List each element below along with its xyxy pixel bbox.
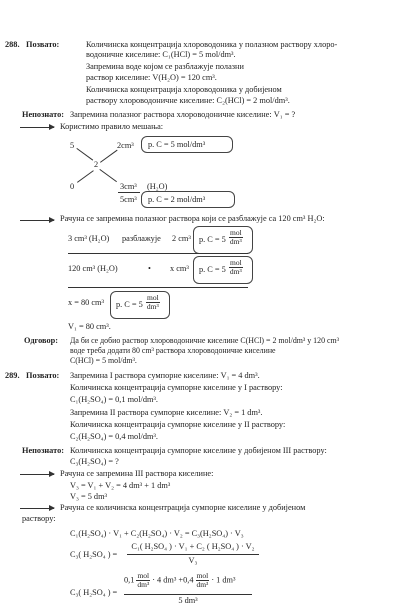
given-line: C₂(H₂SO₄) = 0,4 mol/dm³.	[70, 432, 158, 441]
equation-numerator: C₁( H₂SO₄ ) · V₁ + C₂ ( H₂SO₄ ) · V₂	[131, 542, 255, 551]
given-line: Запремина II раствора сумпорне киселине: V₂ = 1 dm³.	[70, 408, 263, 417]
given-line: Запремина воде којом се разблажује полазни	[86, 62, 244, 71]
equation-left: C₃( H₂SO₄ ) =	[70, 588, 118, 597]
sum-line	[118, 192, 140, 193]
cross-line	[76, 148, 93, 161]
problem-number: 289.	[5, 371, 20, 380]
given-line: раствор киселине: V(H₂O) = 120 cm³.	[86, 73, 217, 82]
equation-denominator: 5 dm³	[178, 596, 198, 605]
cross-sum: 5cm³	[120, 195, 137, 204]
condition-box: p. C = 5 $\frac{\text{mol}}{\text{dm³}}$	[110, 291, 170, 319]
condition-text: p. C = 2 mol/dm³	[148, 195, 206, 204]
prop-left: 3 cm³ (H₂O)	[68, 234, 110, 243]
fraction-line	[124, 594, 252, 595]
cross-center: 2	[94, 160, 99, 169]
cross-bottom-note: (H₂O)	[147, 182, 168, 191]
equation-numerator: 0,1 $\frac{\text{mol}}{\text{dm³}}$ · 4 dm³ +0,4 $\frac{\text{mol}}{\text{dm³}}$ · 1 dm³	[124, 571, 236, 589]
answer-line: Да би се добио раствор хлороводоничне киселине C(HCl) = 2 mol/dm³ у 120 cm³	[70, 336, 339, 345]
prop-result: x = 80 cm³	[68, 298, 104, 307]
given-label: Позвато:	[26, 371, 60, 380]
separator-line	[68, 287, 248, 288]
given-line: Количинска концентрација сумпорне киселине у II раствору:	[70, 420, 286, 429]
arrow-icon	[20, 220, 54, 221]
answer-label: Одговор:	[24, 336, 58, 345]
arrow-icon	[20, 127, 54, 128]
condition-box	[141, 136, 233, 153]
cross-top-left: 5	[70, 141, 75, 150]
cross-line	[77, 170, 94, 183]
fraction-line	[127, 554, 259, 555]
prop-right: 2 cm³	[172, 234, 191, 243]
given-line: C₁(H₂SO₄) = 0,1 mol/dm³.	[70, 395, 158, 404]
separator-line	[68, 253, 248, 254]
step-text: Рачуна се запремина III раствора киселине:	[60, 469, 214, 478]
given-line: Количинска концентрација сумпорне киселине у I раствору:	[70, 383, 283, 392]
problem-number: 288.	[5, 40, 20, 49]
given-line: водоничне киселине: C₁(HCl) = 5 mol/dm³.	[86, 50, 236, 59]
unknown-text: Количинска концентрација сумпорне киселине у добијеном III раствору:	[70, 446, 327, 455]
cross-bottom-left: 0	[70, 182, 75, 191]
given-line: раствору хлороводоничне киселине: C₂(HCl) = 2 mol/dm³.	[86, 96, 290, 105]
cross-line	[99, 169, 117, 182]
unknown-label: Непознато:	[22, 446, 64, 455]
arrow-icon	[20, 474, 54, 475]
volume-line: V₃ = V₁ + V₂ = 4 dm³ + 1 dm³	[70, 481, 171, 490]
unknown-text: Запремина полазног раствора хлороводоничне киселине: V₁ = ?	[70, 110, 296, 119]
step-text: Рачуна се количинска концентрација сумпорне киселине у добијеном	[60, 503, 306, 512]
step-text: Рачуна се запремина полазног раствора који се разблажује са 120 cm³ H₂O:	[60, 214, 325, 223]
cross-bottom-right: 3cm³	[120, 182, 137, 191]
unknown-text: C₃(H₂SO₄) = ?	[70, 457, 119, 466]
given-line: Количинска концентрација хлороводоника у полазном раствору хлоро-	[86, 40, 338, 49]
equation-denominator: V₃	[188, 556, 198, 565]
arrow-icon	[20, 508, 54, 509]
prop-mid: разблажује	[122, 234, 161, 243]
unknown-label: Непознато:	[22, 110, 64, 119]
equation-left: C₃( H₂SO₄ ) =	[70, 550, 118, 559]
prop-final: V₁ = 80 cm³.	[68, 322, 111, 331]
cross-top-right: 2cm³	[117, 141, 134, 150]
given-line: Количинска концентрација хлороводоника у добијеном	[86, 85, 282, 94]
cross-line	[100, 150, 118, 163]
given-line: Запремина I раствора сумпорне киселине: V₁ = 4 dm³.	[70, 371, 260, 380]
given-label: Позвато:	[26, 40, 60, 49]
condition-box: p. C = 5 $\frac{\text{mol}}{\text{dm³}}$	[193, 226, 253, 254]
volume-line: V₃ = 5 dm³	[70, 492, 108, 501]
prop-left: 120 cm³ (H₂O)	[68, 264, 118, 273]
step-text: раствору:	[22, 514, 56, 523]
condition-box	[141, 191, 235, 208]
prop-dot: •	[148, 264, 151, 273]
answer-line: C(HCl) = 5 mol/dm³.	[70, 356, 137, 365]
step-text: Користимо правило мешања:	[60, 122, 164, 131]
equation: C₁(H₂SO₄) · V₁ + C₂(H₂SO₄) · V₂ = C₃(H₂SO₄) · V₃	[70, 529, 244, 538]
answer-line: воде треба додати 80 cm³ раствора хлороводоничне киселине	[70, 346, 276, 355]
condition-box: p. C = 5 $\frac{\text{mol}}{\text{dm³}}$	[193, 256, 253, 284]
condition-text: p. C = 5 mol/dm³	[148, 140, 206, 149]
prop-right: x cm³	[170, 264, 189, 273]
